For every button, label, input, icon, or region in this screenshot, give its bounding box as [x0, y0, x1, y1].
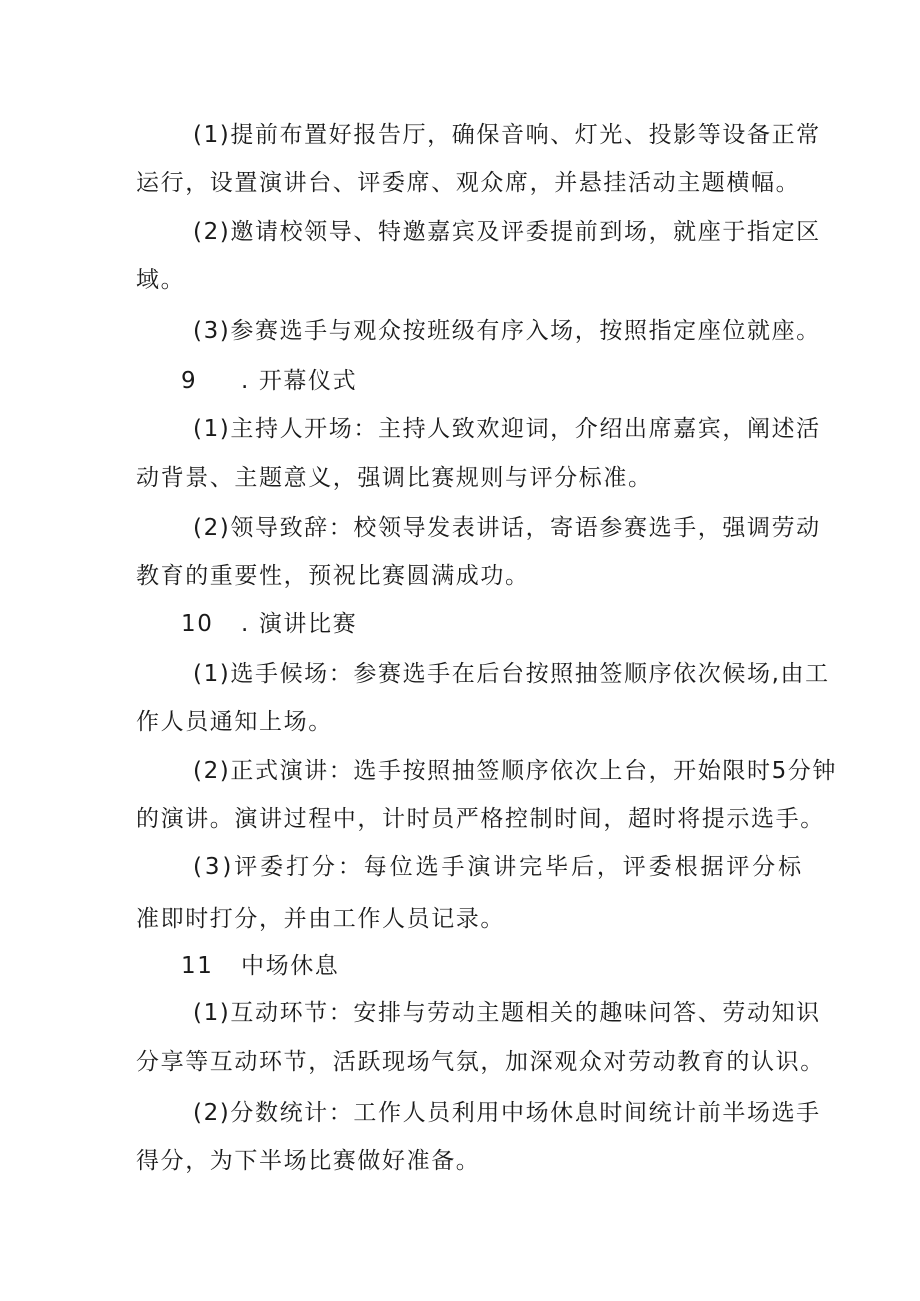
paragraph-line: (1)提前布置好报告厅，确保音响、灯光、投影等设备正常: [193, 122, 821, 148]
paragraph-line: 的演讲。演讲过程中，计时员严格控制时间，超时将提示选手。: [136, 806, 825, 832]
paragraph-line: 准即时打分，并由工作人员记录。: [136, 906, 505, 932]
paragraph-line: (1)互动环节：安排与劳动主题相关的趣味问答、劳动知识: [193, 1000, 821, 1026]
paragraph-line: (2)邀请校领导、特邀嘉宾及评委提前到场，就座于指定区: [193, 219, 821, 245]
section-heading-10: [181, 609, 357, 639]
paragraph-line: (2)正式演讲：选手按照抽签顺序依次上台，开始限时5分钟: [193, 758, 838, 784]
paragraph-line: (3)参赛选手与观众按班级有序入场，按照指定座位就座。: [193, 318, 821, 344]
paragraph-line: 运行，设置演讲台、评委席、观众席，并悬挂活动主题横幅。: [136, 170, 801, 196]
paragraph-line: 动背景、主题意义，强调比赛规则与评分标准。: [136, 465, 653, 491]
paragraph-line: (1)主持人开场：主持人致欢迎词，介绍出席嘉宾，阐述活: [193, 416, 821, 442]
section-title: 中场休息: [241, 953, 340, 979]
section-heading-9: [181, 366, 357, 396]
paragraph-line: 得分，为下半场比赛做好准备。: [136, 1148, 481, 1174]
paragraph-line: (2)领导致辞：校领导发表讲话，寄语参赛选手，强调劳动: [193, 515, 821, 541]
paragraph-line: 分享等互动环节，活跃现场气氛，加深观众对劳动教育的认识。: [136, 1049, 825, 1075]
paragraph-line: 教育的重要性，预祝比赛圆满成功。: [136, 563, 530, 589]
section-title: . 演讲比赛: [241, 611, 358, 637]
paragraph-line: (3)评委打分：每位选手演讲完毕后，评委根据评分标: [193, 854, 805, 880]
section-heading-11: [181, 951, 339, 981]
section-number: 9: [181, 368, 198, 394]
paragraph-line: 域。: [136, 267, 186, 293]
section-title: . 开幕仪式: [241, 368, 358, 394]
paragraph-line: (1)选手候场：参赛选手在后台按照抽签顺序依次候场,由工: [193, 661, 830, 687]
paragraph-line: (2)分数统计：工作人员利用中场休息时间统计前半场选手: [193, 1100, 821, 1126]
section-number: 11: [181, 953, 214, 979]
section-number: 10: [181, 611, 214, 637]
paragraph-line: 作人员通知上场。: [136, 709, 333, 735]
